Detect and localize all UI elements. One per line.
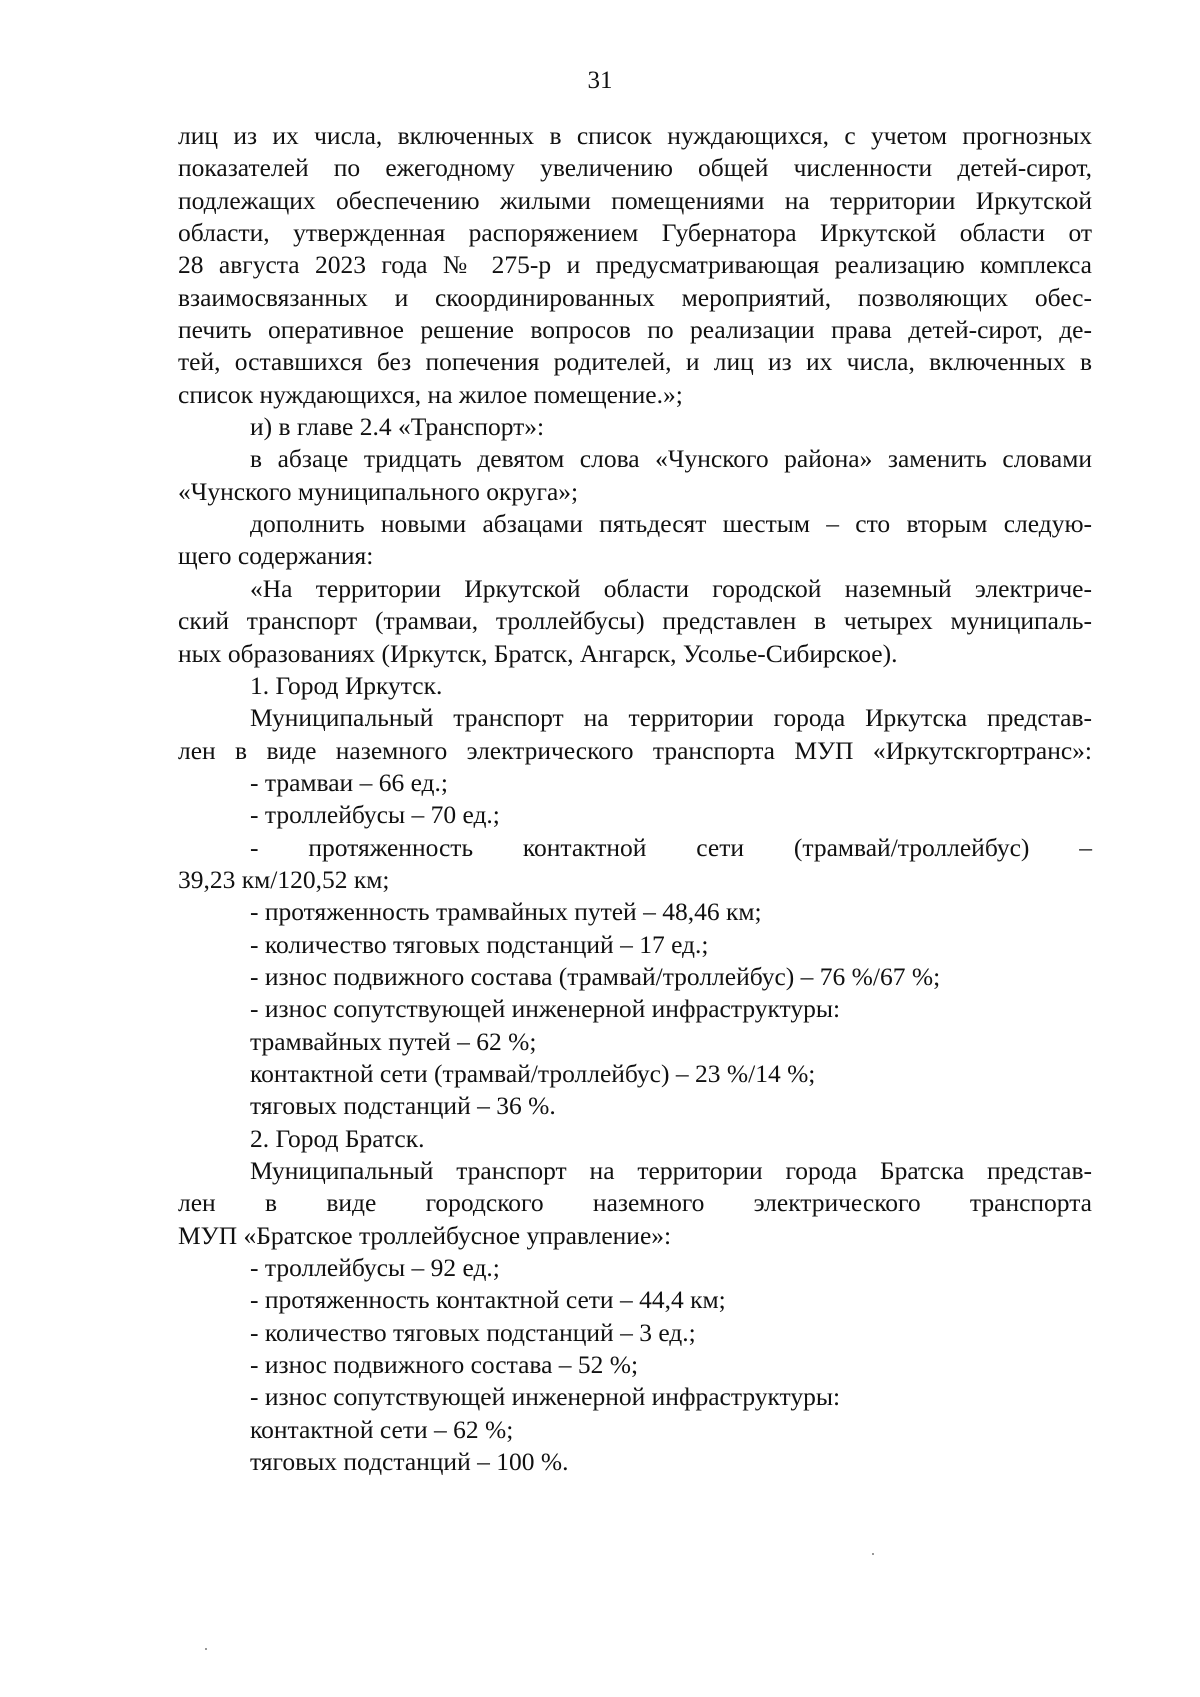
text-line: печить оперативное решение вопросов по реализации права детей-сирот, де- [178,315,1092,345]
text-line: - протяженность трамвайных путей – 48,46 км; [250,897,762,927]
text-line: щего содержания: [178,541,374,571]
text-line: - протяженность контактной сети – 44,4 км; [250,1285,726,1315]
text-line: - износ сопутствующей инженерной инфраструктуры: [250,1382,841,1412]
text-line: 2. Город Братск. [250,1123,425,1153]
text-line: - троллейбусы – 70 ед.; [250,800,500,830]
text-line: взаимосвязанных и скоординированных мероприятий, позволяющих обес- [178,282,1092,312]
text-line: подлежащих обеспечению жилыми помещениями на территории Иркутской [178,185,1092,215]
text-line: в абзаце тридцать девятом слова «Чунского района» заменить словами [250,444,1092,474]
text-line: ных образованиях (Иркутск, Братск, Ангарск, Усолье-Сибирское). [178,638,898,668]
text-line: дополнить новыми абзацами пятьдесят шестым – сто вторым следую- [250,509,1092,539]
text-line: - износ подвижного состава (трамвай/троллейбус) – 76 %/67 %; [250,961,941,991]
text-line: области, утвержденная распоряжением Губернатора Иркутской области от [178,218,1092,248]
text-line: - трамваи – 66 ед.; [250,767,448,797]
text-line: - троллейбусы – 92 ед.; [250,1253,500,1283]
text-line: контактной сети – 62 %; [250,1414,514,1444]
text-line: лен в виде городского наземного электрического транспорта [178,1188,1092,1218]
text-line: трамвайных путей – 62 %; [250,1026,537,1056]
text-line: лиц из их числа, включенных в список нуждающихся, с учетом прогнозных [178,121,1092,150]
text-line: «Чунского муниципального округа»; [178,476,579,506]
text-line: тей, оставшихся без попечения родителей, и лиц из их числа, включенных в [178,347,1092,377]
scan-speck [872,1553,874,1555]
text-line: - протяженность контактной сети (трамвай/троллейбус) – [250,832,1092,862]
text-line: тяговых подстанций – 36 %. [250,1091,556,1121]
text-line: показателей по ежегодному увеличению общей численности детей-сирот, [178,153,1092,183]
text-line: контактной сети (трамвай/троллейбус) – 23 %/14 %; [250,1058,816,1088]
text-line: - количество тяговых подстанций – 3 ед.; [250,1317,696,1347]
text-line: «На территории Иркутской области городской наземный электриче- [250,573,1092,603]
text-line: лен в виде наземного электрического транспорта МУП «Иркутскгортранс»: [178,735,1092,765]
text-line: ский транспорт (трамваи, троллейбусы) представлен в четырех муниципаль- [178,606,1092,636]
text-line: 28 августа 2023 года № 275-р и предусматривающая реализацию комплекса [178,250,1092,280]
text-line: - износ сопутствующей инженерной инфраструктуры: [250,994,841,1024]
text-line: 1. Город Иркутск. [250,670,443,700]
page-number: 31 [587,67,613,94]
text-line: и) в главе 2.4 «Транспорт»: [250,412,545,442]
text-line: тяговых подстанций – 100 %. [250,1447,569,1477]
text-line: список нуждающихся, на жилое помещение.»; [178,379,683,409]
text-line: МУП «Братское троллейбусное управление»: [178,1220,672,1250]
scan-speck [205,1648,207,1650]
text-line: - износ подвижного состава – 52 %; [250,1350,639,1380]
text-line: - количество тяговых подстанций – 17 ед.; [250,929,709,959]
text-line: Муниципальный транспорт на территории города Иркутска представ- [250,703,1092,733]
text-line: Муниципальный транспорт на территории города Братска представ- [250,1156,1092,1185]
document-body [178,120,1092,1478]
text-line: 39,23 км/120,52 км; [178,864,390,894]
